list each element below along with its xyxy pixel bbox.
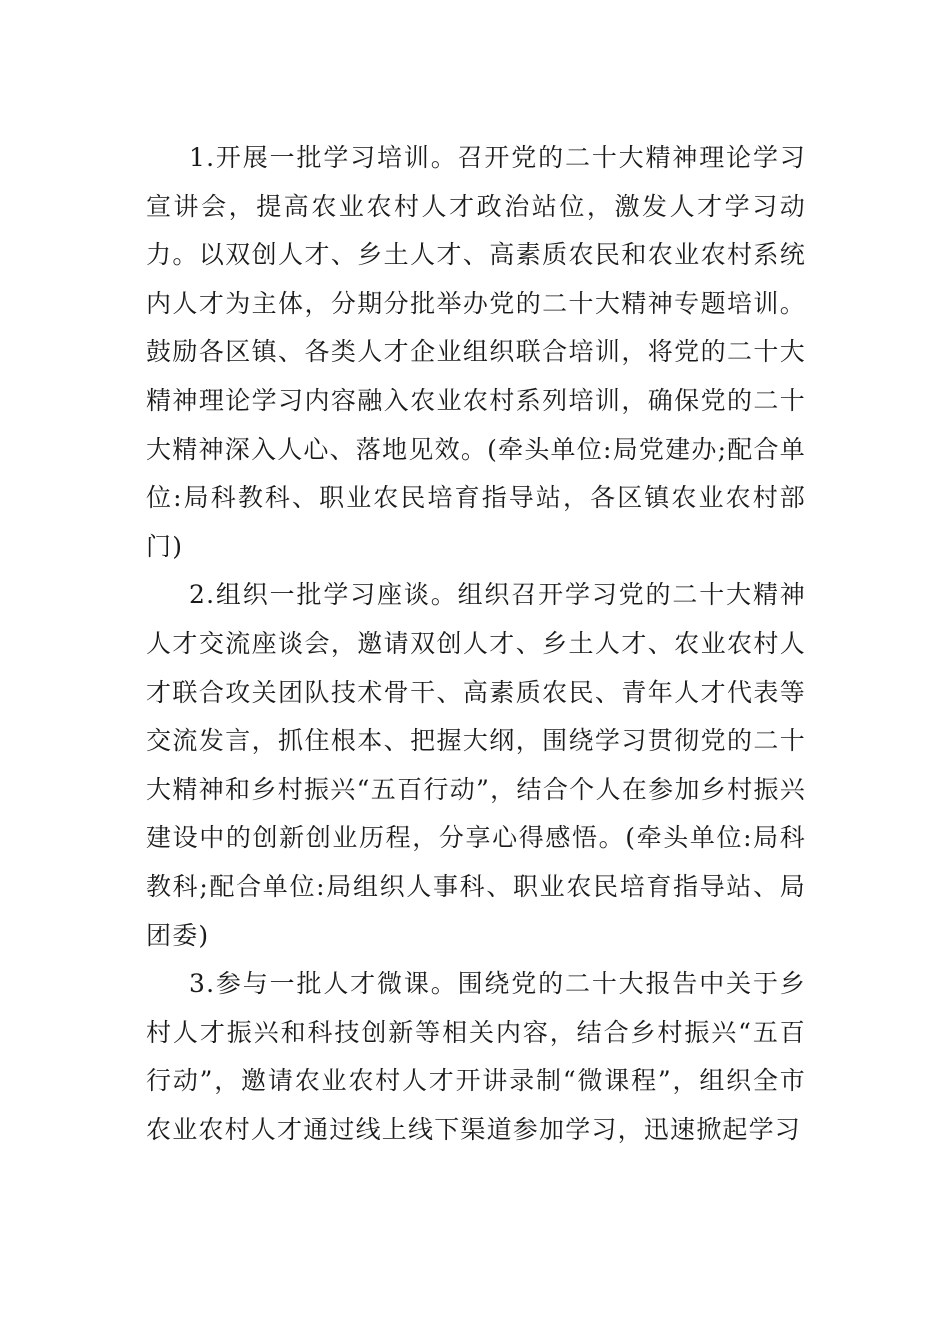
paragraph-3: 3.参与一批人才微课。围绕党的二十大报告中关于乡村人才振兴和科技创新等相关内容，结合乡村振兴“五百行动”，邀请农业农村人才开讲录制“微课程”，组织全市农业农村人才通过线上线下渠道参加学习，迅速掀起学习	[146, 969, 806, 1144]
paragraph-2: 2.组织一批学习座谈。组织召开学习党的二十大精神人才交流座谈会，邀请双创人才、乡土人才、农业农村人才联合攻关团队技术骨干、高素质农民、青年人才代表等交流发言，抓住根本、把握大纲，围绕学习贯彻党的二十大精神和乡村振兴“五百行动”，结合个人在参加乡村振兴建设中的创新创业历程，分享心得感悟。(牵头单位:局科教科;配合单位:局组织人事科、职业农民培育指导站、局团委)	[146, 580, 806, 950]
paragraph-1: 1.开展一批学习培训。召开党的二十大精神理论学习宣讲会，提高农业农村人才政治站位，激发人才学习动力。以双创人才、乡土人才、高素质农民和农业农村系统内人才为主体，分期分批举办党的二十大精神专题培训。鼓励各区镇、各类人才企业组织联合培训，将党的二十大精神理论学习内容融入农业农村系列培训，确保党的二十大精神深入人心、落地见效。(牵头单位:局党建办;配合单位:局科教科、职业农民培育指导站，各区镇农业农村部门)	[146, 143, 806, 561]
document-body	[146, 134, 806, 1154]
